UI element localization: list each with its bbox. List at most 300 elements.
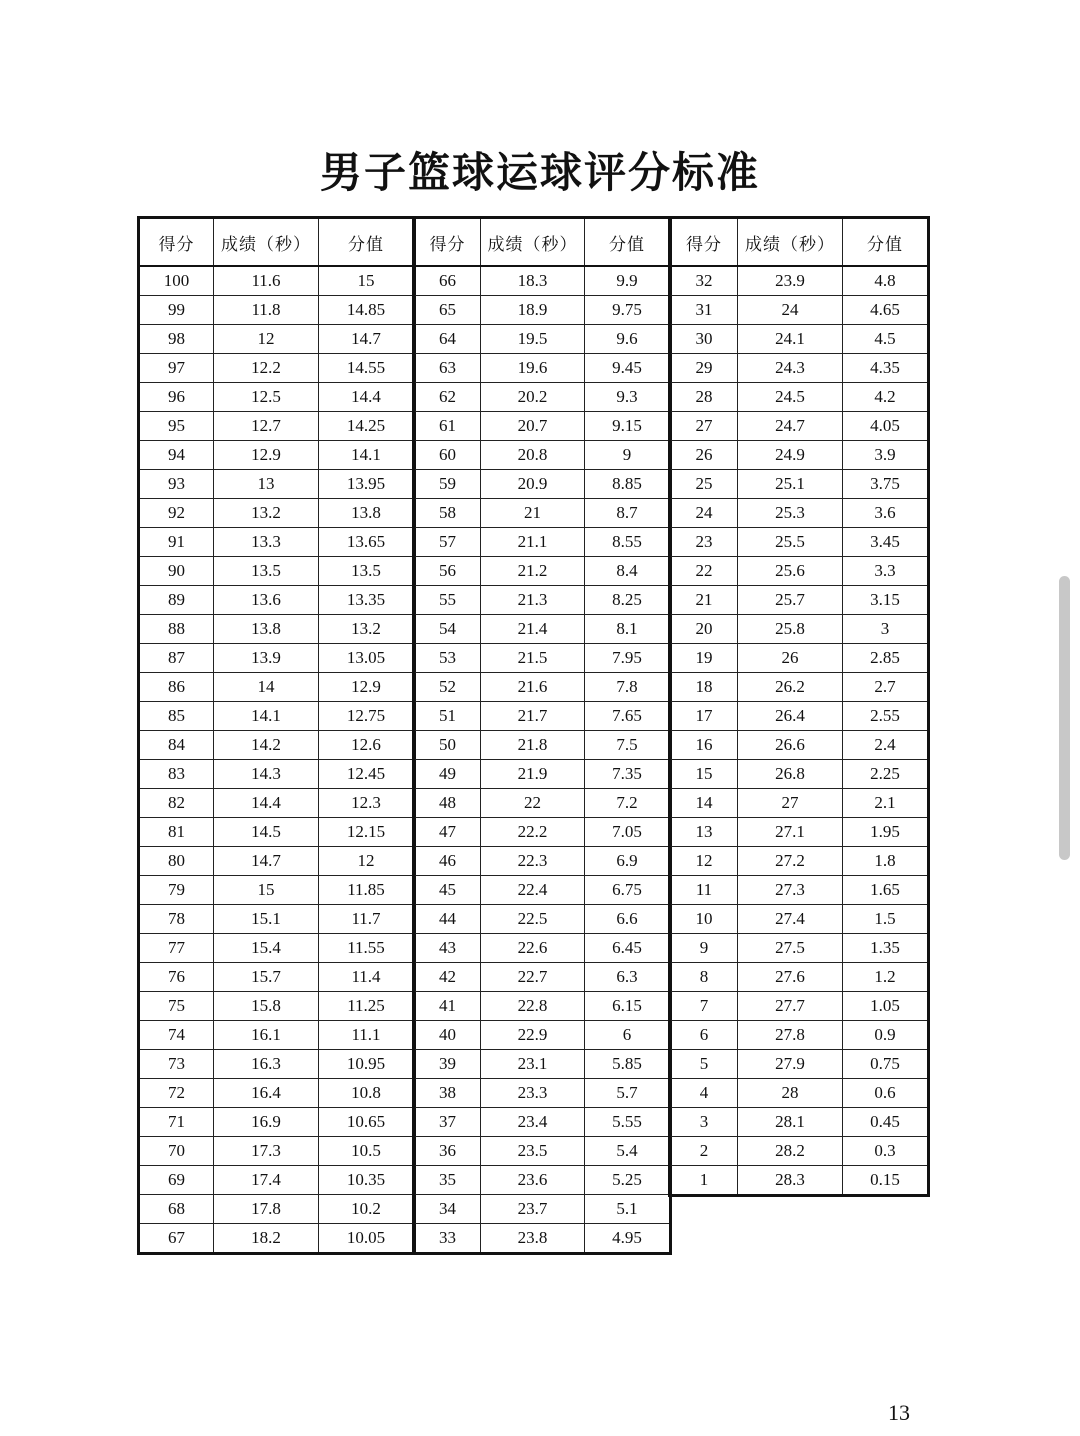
table-cell: 21.2 xyxy=(481,557,585,586)
table-row xyxy=(139,1137,415,1166)
table-cell: 1.5 xyxy=(843,905,929,934)
table-row xyxy=(139,1224,415,1254)
table-cell: 3.3 xyxy=(843,557,929,586)
table-cell: 90 xyxy=(139,557,214,586)
table-cell: 24 xyxy=(670,499,738,528)
table-cell: 27.8 xyxy=(738,1021,843,1050)
table-cell: 13.5 xyxy=(214,557,319,586)
table-row xyxy=(670,760,929,789)
table-row xyxy=(139,644,415,673)
table-cell: 22.9 xyxy=(481,1021,585,1050)
table-row xyxy=(670,876,929,905)
table-cell: 6.3 xyxy=(585,963,671,992)
table-cell: 99 xyxy=(139,296,214,325)
table-cell: 21 xyxy=(481,499,585,528)
table-row xyxy=(670,470,929,499)
table-cell: 9.3 xyxy=(585,383,671,412)
table-cell: 2 xyxy=(670,1137,738,1166)
table-cell: 6 xyxy=(670,1021,738,1050)
table-header-row xyxy=(414,218,671,267)
table-cell: 27.7 xyxy=(738,992,843,1021)
table-cell: 13.8 xyxy=(319,499,415,528)
table-cell: 18.2 xyxy=(214,1224,319,1254)
table-cell: 93 xyxy=(139,470,214,499)
table-row xyxy=(670,1137,929,1166)
table-cell: 20.2 xyxy=(481,383,585,412)
table-cell: 1.35 xyxy=(843,934,929,963)
table-cell: 19.6 xyxy=(481,354,585,383)
table-cell: 27.4 xyxy=(738,905,843,934)
table-cell: 91 xyxy=(139,528,214,557)
table-row xyxy=(139,876,415,905)
table-cell: 82 xyxy=(139,789,214,818)
table-cell: 26.2 xyxy=(738,673,843,702)
table-cell: 94 xyxy=(139,441,214,470)
table-cell: 84 xyxy=(139,731,214,760)
table-cell: 59 xyxy=(414,470,481,499)
table-cell: 22 xyxy=(481,789,585,818)
table-cell: 16 xyxy=(670,731,738,760)
table-row xyxy=(139,818,415,847)
table-cell: 26.4 xyxy=(738,702,843,731)
table-cell: 24 xyxy=(738,296,843,325)
table-row xyxy=(414,1108,671,1137)
table-cell: 77 xyxy=(139,934,214,963)
table-cell: 12.45 xyxy=(319,760,415,789)
table-cell: 23.3 xyxy=(481,1079,585,1108)
table-cell: 26 xyxy=(670,441,738,470)
table-cell: 3.15 xyxy=(843,586,929,615)
table-cell: 4.8 xyxy=(843,266,929,296)
table-cell: 12 xyxy=(319,847,415,876)
table-cell: 11.7 xyxy=(319,905,415,934)
table-cell: 55 xyxy=(414,586,481,615)
table-row xyxy=(414,1079,671,1108)
table-cell: 1.65 xyxy=(843,876,929,905)
table-cell: 80 xyxy=(139,847,214,876)
table-cell: 16.3 xyxy=(214,1050,319,1079)
table-cell: 22.6 xyxy=(481,934,585,963)
table-cell: 10.65 xyxy=(319,1108,415,1137)
table-cell: 25.7 xyxy=(738,586,843,615)
table-cell: 26 xyxy=(738,644,843,673)
table-row xyxy=(139,354,415,383)
table-cell: 48 xyxy=(414,789,481,818)
table-row xyxy=(139,992,415,1021)
table-row xyxy=(139,499,415,528)
table-cell: 14.5 xyxy=(214,818,319,847)
table-cell: 15.4 xyxy=(214,934,319,963)
table-cell: 27.5 xyxy=(738,934,843,963)
table-cell: 96 xyxy=(139,383,214,412)
table-cell: 27.9 xyxy=(738,1050,843,1079)
table-cell: 16.1 xyxy=(214,1021,319,1050)
table-row xyxy=(670,412,929,441)
table-cell: 8.25 xyxy=(585,586,671,615)
table-cell: 12.2 xyxy=(214,354,319,383)
table-cell: 43 xyxy=(414,934,481,963)
table-cell: 14.55 xyxy=(319,354,415,383)
table-cell: 33 xyxy=(414,1224,481,1254)
table-row xyxy=(414,499,671,528)
table-cell: 76 xyxy=(139,963,214,992)
table-row xyxy=(139,673,415,702)
table-cell: 21.3 xyxy=(481,586,585,615)
table-cell: 21.9 xyxy=(481,760,585,789)
table-row xyxy=(139,1195,415,1224)
table-row xyxy=(414,992,671,1021)
table-cell: 73 xyxy=(139,1050,214,1079)
table-cell: 3 xyxy=(843,615,929,644)
table-row xyxy=(670,731,929,760)
table-cell: 22.8 xyxy=(481,992,585,1021)
table-cell: 26.8 xyxy=(738,760,843,789)
table-cell: 7.35 xyxy=(585,760,671,789)
table-cell: 70 xyxy=(139,1137,214,1166)
table-cell: 16.9 xyxy=(214,1108,319,1137)
table-row xyxy=(139,441,415,470)
table-cell: 8.1 xyxy=(585,615,671,644)
table-row xyxy=(139,325,415,354)
table-row xyxy=(414,934,671,963)
column-header: 分值 xyxy=(585,218,671,267)
table-cell: 27.3 xyxy=(738,876,843,905)
table-row xyxy=(414,354,671,383)
table-cell: 23 xyxy=(670,528,738,557)
score-table xyxy=(668,216,930,1197)
table-cell: 79 xyxy=(139,876,214,905)
score-table-2 xyxy=(412,216,672,1255)
table-cell: 9.75 xyxy=(585,296,671,325)
table-cell: 9.9 xyxy=(585,266,671,296)
table-cell: 3.75 xyxy=(843,470,929,499)
table-row xyxy=(670,789,929,818)
table-cell: 50 xyxy=(414,731,481,760)
table-cell: 9 xyxy=(670,934,738,963)
table-row xyxy=(414,876,671,905)
column-header: 成绩（秒） xyxy=(481,218,585,267)
table-row xyxy=(414,731,671,760)
table-row xyxy=(139,615,415,644)
page-number: 13 xyxy=(888,1400,910,1425)
table-row xyxy=(670,354,929,383)
table-cell: 4 xyxy=(670,1079,738,1108)
table-cell: 1 xyxy=(670,1166,738,1196)
table-cell: 11.85 xyxy=(319,876,415,905)
table-cell: 27.2 xyxy=(738,847,843,876)
table-cell: 9.45 xyxy=(585,354,671,383)
table-cell: 0.3 xyxy=(843,1137,929,1166)
table-cell: 4.35 xyxy=(843,354,929,383)
table-cell: 14.7 xyxy=(319,325,415,354)
table-row xyxy=(670,818,929,847)
table-cell: 14.1 xyxy=(214,702,319,731)
table-cell: 13.35 xyxy=(319,586,415,615)
table-row xyxy=(139,905,415,934)
table-cell: 21.4 xyxy=(481,615,585,644)
table-cell: 13.5 xyxy=(319,557,415,586)
table-cell: 39 xyxy=(414,1050,481,1079)
table-cell: 13 xyxy=(214,470,319,499)
table-cell: 45 xyxy=(414,876,481,905)
table-cell: 17.3 xyxy=(214,1137,319,1166)
table-cell: 11.4 xyxy=(319,963,415,992)
table-row xyxy=(670,383,929,412)
table-cell: 58 xyxy=(414,499,481,528)
column-header: 得分 xyxy=(414,218,481,267)
table-cell: 22.7 xyxy=(481,963,585,992)
table-cell: 18.3 xyxy=(481,266,585,296)
table-row xyxy=(139,702,415,731)
table-row xyxy=(139,266,415,296)
table-cell: 25.6 xyxy=(738,557,843,586)
table-cell: 60 xyxy=(414,441,481,470)
table-cell: 25.3 xyxy=(738,499,843,528)
table-cell: 30 xyxy=(670,325,738,354)
table-cell: 8.7 xyxy=(585,499,671,528)
table-cell: 13.9 xyxy=(214,644,319,673)
table-cell: 12.5 xyxy=(214,383,319,412)
table-row xyxy=(139,1079,415,1108)
table-cell: 6.6 xyxy=(585,905,671,934)
table-cell: 10.95 xyxy=(319,1050,415,1079)
table-cell: 8.85 xyxy=(585,470,671,499)
table-row xyxy=(414,383,671,412)
table-cell: 61 xyxy=(414,412,481,441)
table-cell: 3.6 xyxy=(843,499,929,528)
table-cell: 17.8 xyxy=(214,1195,319,1224)
table-cell: 65 xyxy=(414,296,481,325)
table-row xyxy=(670,905,929,934)
table-cell: 12.7 xyxy=(214,412,319,441)
table-cell: 6.45 xyxy=(585,934,671,963)
table-cell: 100 xyxy=(139,266,214,296)
table-cell: 31 xyxy=(670,296,738,325)
table-cell: 1.95 xyxy=(843,818,929,847)
table-cell: 1.2 xyxy=(843,963,929,992)
table-cell: 10.5 xyxy=(319,1137,415,1166)
column-header: 分值 xyxy=(319,218,415,267)
table-cell: 13.95 xyxy=(319,470,415,499)
table-cell: 12 xyxy=(214,325,319,354)
table-cell: 13.8 xyxy=(214,615,319,644)
table-cell: 13.3 xyxy=(214,528,319,557)
table-cell: 16.4 xyxy=(214,1079,319,1108)
table-cell: 8.55 xyxy=(585,528,671,557)
table-cell: 12.9 xyxy=(214,441,319,470)
page-title: 男子篮球运球评分标准 xyxy=(319,148,760,197)
table-row xyxy=(414,1224,671,1254)
table-cell: 29 xyxy=(670,354,738,383)
table-cell: 0.6 xyxy=(843,1079,929,1108)
table-cell: 81 xyxy=(139,818,214,847)
table-cell: 2.4 xyxy=(843,731,929,760)
table-cell: 12.3 xyxy=(319,789,415,818)
table-row xyxy=(414,818,671,847)
table-cell: 27.6 xyxy=(738,963,843,992)
table-row xyxy=(414,296,671,325)
table-cell: 21.6 xyxy=(481,673,585,702)
table-cell: 2.25 xyxy=(843,760,929,789)
table-cell: 56 xyxy=(414,557,481,586)
table-cell: 95 xyxy=(139,412,214,441)
table-cell: 15.8 xyxy=(214,992,319,1021)
table-cell: 97 xyxy=(139,354,214,383)
table-cell: 25.1 xyxy=(738,470,843,499)
table-row xyxy=(139,731,415,760)
table-cell: 28.2 xyxy=(738,1137,843,1166)
table-cell: 13.6 xyxy=(214,586,319,615)
table-cell: 25 xyxy=(670,470,738,499)
table-cell: 42 xyxy=(414,963,481,992)
table-row xyxy=(139,528,415,557)
table-cell: 98 xyxy=(139,325,214,354)
table-cell: 11 xyxy=(670,876,738,905)
table-cell: 5.55 xyxy=(585,1108,671,1137)
table-cell: 1.8 xyxy=(843,847,929,876)
table-row xyxy=(139,383,415,412)
table-row xyxy=(139,557,415,586)
table-row xyxy=(139,760,415,789)
table-cell: 11.6 xyxy=(214,266,319,296)
table-cell: 10.05 xyxy=(319,1224,415,1254)
table-cell: 5.85 xyxy=(585,1050,671,1079)
table-cell: 28.3 xyxy=(738,1166,843,1196)
table-row xyxy=(414,615,671,644)
table-cell: 23.4 xyxy=(481,1108,585,1137)
table-cell: 9.6 xyxy=(585,325,671,354)
table-row xyxy=(139,847,415,876)
table-cell: 26.6 xyxy=(738,731,843,760)
table-cell: 69 xyxy=(139,1166,214,1195)
table-row xyxy=(670,1021,929,1050)
table-row xyxy=(139,1166,415,1195)
table-row xyxy=(670,296,929,325)
table-cell: 10.35 xyxy=(319,1166,415,1195)
table-cell: 14.4 xyxy=(214,789,319,818)
table-cell: 17 xyxy=(670,702,738,731)
table-cell: 23.7 xyxy=(481,1195,585,1224)
table-cell: 12 xyxy=(670,847,738,876)
table-row xyxy=(414,586,671,615)
table-row xyxy=(414,528,671,557)
table-cell: 8.4 xyxy=(585,557,671,586)
table-cell: 5.1 xyxy=(585,1195,671,1224)
table-cell: 10 xyxy=(670,905,738,934)
table-cell: 22.4 xyxy=(481,876,585,905)
table-cell: 24.3 xyxy=(738,354,843,383)
table-cell: 4.65 xyxy=(843,296,929,325)
table-cell: 51 xyxy=(414,702,481,731)
table-row xyxy=(414,557,671,586)
table-cell: 22.5 xyxy=(481,905,585,934)
table-cell: 46 xyxy=(414,847,481,876)
table-cell: 88 xyxy=(139,615,214,644)
table-row xyxy=(414,963,671,992)
table-cell: 2.55 xyxy=(843,702,929,731)
table-row xyxy=(670,441,929,470)
table-cell: 20 xyxy=(670,615,738,644)
table-row xyxy=(670,992,929,1021)
table-cell: 3.9 xyxy=(843,441,929,470)
table-cell: 0.45 xyxy=(843,1108,929,1137)
table-cell: 78 xyxy=(139,905,214,934)
table-row xyxy=(670,528,929,557)
table-row xyxy=(670,644,929,673)
table-cell: 7.5 xyxy=(585,731,671,760)
table-cell: 87 xyxy=(139,644,214,673)
table-row xyxy=(139,1108,415,1137)
table-cell: 3 xyxy=(670,1108,738,1137)
table-cell: 83 xyxy=(139,760,214,789)
table-cell: 40 xyxy=(414,1021,481,1050)
table-row xyxy=(414,266,671,296)
table-cell: 54 xyxy=(414,615,481,644)
table-cell: 14.85 xyxy=(319,296,415,325)
table-row xyxy=(670,673,929,702)
table-cell: 4.5 xyxy=(843,325,929,354)
table-cell: 63 xyxy=(414,354,481,383)
table-row xyxy=(414,847,671,876)
table-cell: 34 xyxy=(414,1195,481,1224)
table-cell: 10.8 xyxy=(319,1079,415,1108)
table-cell: 3.45 xyxy=(843,528,929,557)
table-cell: 64 xyxy=(414,325,481,354)
score-table-1 xyxy=(137,216,416,1255)
table-cell: 71 xyxy=(139,1108,214,1137)
table-row xyxy=(414,644,671,673)
table-row xyxy=(414,441,671,470)
table-cell: 20.9 xyxy=(481,470,585,499)
table-cell: 14.7 xyxy=(214,847,319,876)
column-header: 得分 xyxy=(139,218,214,267)
table-cell: 12.75 xyxy=(319,702,415,731)
table-cell: 21.7 xyxy=(481,702,585,731)
table-cell: 14 xyxy=(214,673,319,702)
table-cell: 27 xyxy=(670,412,738,441)
table-cell: 4.95 xyxy=(585,1224,671,1254)
table-cell: 12.15 xyxy=(319,818,415,847)
table-row xyxy=(139,789,415,818)
column-header: 得分 xyxy=(670,218,738,267)
table-row xyxy=(670,963,929,992)
table-row xyxy=(414,1166,671,1195)
table-row xyxy=(670,1108,929,1137)
table-cell: 5.4 xyxy=(585,1137,671,1166)
table-cell: 27 xyxy=(738,789,843,818)
table-cell: 15 xyxy=(670,760,738,789)
table-row xyxy=(670,1050,929,1079)
table-cell: 5.25 xyxy=(585,1166,671,1195)
table-row xyxy=(139,586,415,615)
table-cell: 74 xyxy=(139,1021,214,1050)
table-cell: 11.1 xyxy=(319,1021,415,1050)
scrollbar[interactable] xyxy=(1059,576,1070,860)
table-cell: 9 xyxy=(585,441,671,470)
table-cell: 23.6 xyxy=(481,1166,585,1195)
table-cell: 14.25 xyxy=(319,412,415,441)
table-cell: 23.5 xyxy=(481,1137,585,1166)
table-cell: 15.7 xyxy=(214,963,319,992)
table-row xyxy=(670,1079,929,1108)
table-cell: 18.9 xyxy=(481,296,585,325)
table-row xyxy=(670,557,929,586)
table-cell: 8 xyxy=(670,963,738,992)
table-cell: 12.9 xyxy=(319,673,415,702)
table-row xyxy=(139,1050,415,1079)
column-header: 成绩（秒） xyxy=(214,218,319,267)
table-cell: 1.05 xyxy=(843,992,929,1021)
